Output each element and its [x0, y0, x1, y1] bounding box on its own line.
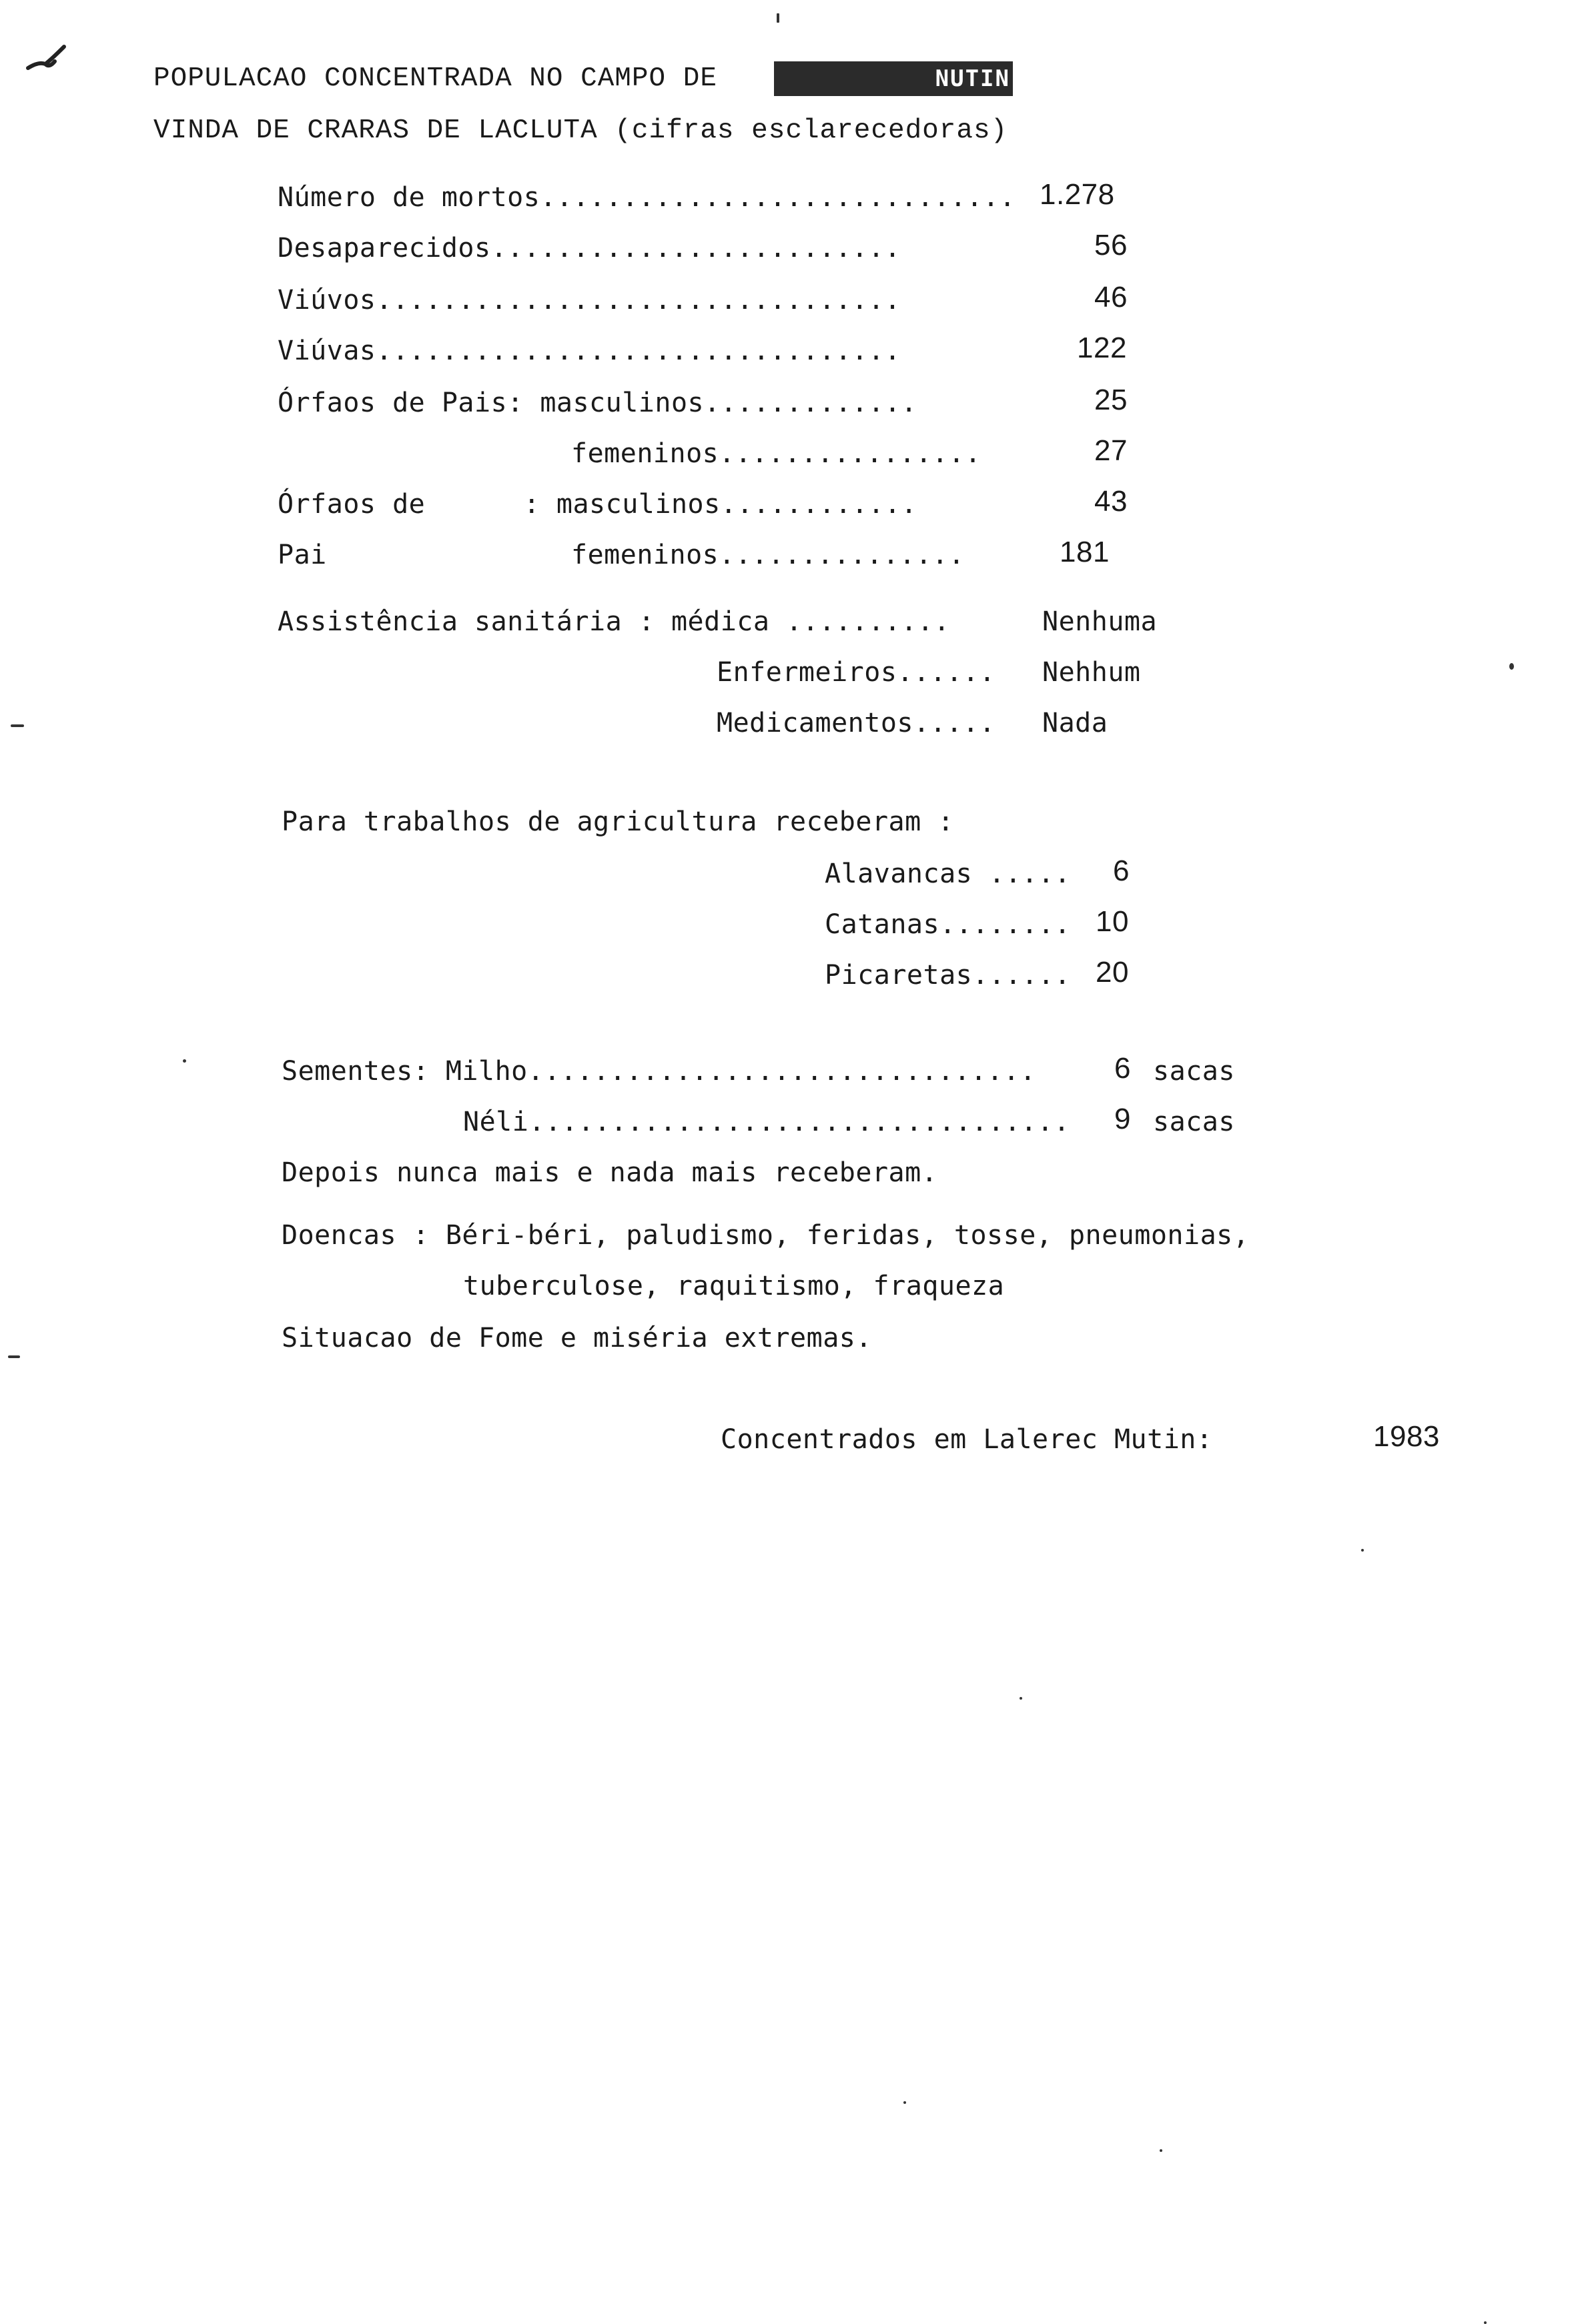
scan-speck — [1361, 1549, 1364, 1552]
tool-label-alavancas: Alavancas ..... — [825, 858, 1071, 889]
orphans-pai-femeninos-value: 181 — [1060, 536, 1110, 568]
seeds-milho-unit: sacas — [1153, 1056, 1235, 1087]
diseases-line-2: tuberculose, raquitismo, fraqueza — [463, 1271, 1005, 1301]
scan-speck — [11, 724, 24, 727]
health-medica-value: Nenhuma — [1042, 606, 1158, 637]
scan-speck — [903, 2101, 906, 2104]
agriculture-intro: Para trabalhos de agricultura receberam : — [282, 806, 954, 837]
seeds-neli-value: 9 — [1114, 1103, 1131, 1135]
stat-value-desaparecidos: 56 — [1094, 229, 1128, 261]
tool-value-catanas: 10 — [1096, 905, 1129, 938]
scan-speck — [1020, 1697, 1022, 1700]
scan-speck — [8, 1355, 20, 1358]
stat-value-viuvos: 46 — [1094, 281, 1128, 314]
tool-label-picaretas: Picaretas...... — [825, 960, 1071, 991]
seeds-neli-unit: sacas — [1153, 1107, 1235, 1137]
seeds-milho-value: 6 — [1114, 1052, 1131, 1085]
health-meds-value: Nada — [1042, 708, 1108, 738]
scan-speck — [777, 13, 779, 23]
orphans-pais-femeninos-label: femeninos................ — [571, 438, 981, 469]
tool-label-catanas: Catanas........ — [825, 909, 1071, 940]
health-label: Assistência sanitária : médica .......... — [278, 606, 950, 637]
stat-label-mortos: Número de mortos............................. — [278, 182, 1016, 213]
health-nurses-value: Nehhum — [1042, 657, 1141, 688]
stat-value-viuvas: 122 — [1077, 332, 1127, 364]
health-nurses-label: Enfermeiros...... — [717, 657, 996, 688]
header-line-1: POPULACAO CONCENTRADA NO CAMPO DE — [153, 63, 717, 94]
ink-mark — [25, 41, 72, 81]
situation-text: Situacao de Fome e miséria extremas. — [282, 1323, 872, 1353]
scan-speck — [1160, 2149, 1162, 2152]
scan-speck — [1484, 2321, 1487, 2324]
orphans-pai-masculinos-value: 43 — [1094, 485, 1128, 518]
header-line-2: VINDA DE CRARAS DE LACLUTA (cifras esclarecedoras) — [153, 115, 1008, 146]
seeds-milho-label: Sementes: Milho............................... — [282, 1056, 1036, 1087]
orphans-pais-masculinos-label: Órfaos de Pais: masculinos............. — [278, 388, 917, 418]
tool-value-alavancas: 6 — [1113, 854, 1130, 887]
scan-speck — [1509, 663, 1514, 670]
scan-speck — [183, 1059, 186, 1063]
diseases-line-1: Doencas : Béri-béri, paludismo, feridas, tosse, pneumonias, — [282, 1220, 1250, 1251]
stat-label-desaparecidos: Desaparecidos......................... — [278, 233, 901, 263]
orphans-pai-label: Pai — [278, 540, 327, 570]
stat-label-viuvos: Viúvos................................ — [278, 285, 901, 316]
redacted-text: NUTIN — [935, 65, 1010, 92]
stat-label-viuvas: Viúvas................................ — [278, 336, 901, 366]
health-meds-label: Medicamentos..... — [717, 708, 996, 738]
redaction-block — [774, 61, 1013, 96]
orphans-pai-femeninos-label: femeninos............... — [571, 540, 965, 570]
stat-value-mortos: 1.278 — [1040, 178, 1115, 211]
orphans-pais-masculinos-value: 25 — [1094, 384, 1128, 416]
footer-year: 1983 — [1373, 1420, 1440, 1453]
footer-text: Concentrados em Lalerec Mutin: — [721, 1424, 1213, 1455]
orphans-pais-femeninos-value: 27 — [1094, 434, 1128, 467]
seeds-after-text: Depois nunca mais e nada mais receberam. — [282, 1157, 938, 1188]
orphans-pai-masculinos-label: Órfaos de : masculinos............ — [278, 489, 917, 520]
seeds-neli-label: Néli................................. — [463, 1107, 1070, 1137]
tool-value-picaretas: 20 — [1096, 956, 1129, 989]
